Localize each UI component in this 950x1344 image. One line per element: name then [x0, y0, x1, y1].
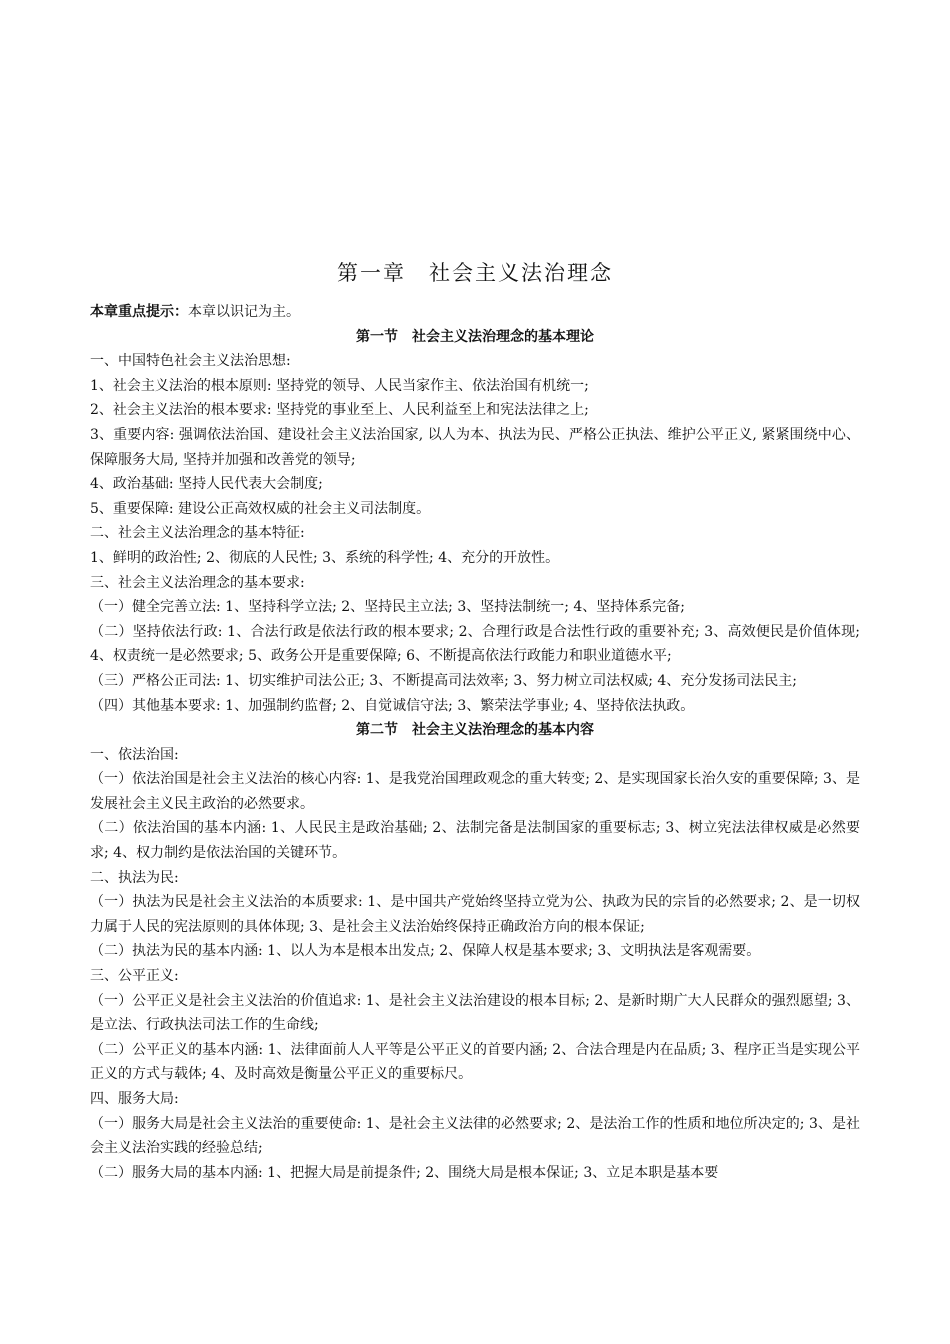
paragraph: 1、鲜明的政治性; 2、彻底的人民性; 3、系统的科学性; 4、充分的开放性。 — [90, 549, 560, 566]
section-1-title: 第一节 社会主义法治理念的基本理论 — [356, 328, 594, 345]
paragraph: （三）严格公正司法: 1、切实维护司法公正; 3、不断提高司法效率; 3、努力树立司法权威; 4、充分发扬司法民主; — [90, 672, 798, 689]
paragraph: （一）公平正义是社会主义法治的价值追求: 1、是社会主义法治建设的根本目标; 2、是新时期广大人民群众的强烈愿望; 3、是立法、行政执法司法工作的生命线; — [90, 992, 860, 1034]
paragraph: 三、社会主义法治理念的基本要求: — [90, 574, 305, 591]
paragraph: （二）执法为民的基本内涵: 1、以人为本是根本出发点; 2、保障人权是基本要求; 3、文明执法是客观需要。 — [90, 943, 761, 960]
paragraph: 三、公平正义: — [90, 968, 179, 985]
paragraph: 二、社会主义法治理念的基本特征: — [90, 525, 305, 542]
paragraph: 一、中国特色社会主义法治思想: — [90, 353, 291, 370]
paragraph: 5、重要保障: 建设公正高效权威的社会主义司法制度。 — [90, 500, 431, 517]
paragraph: （二）服务大局的基本内涵: 1、把握大局是前提条件; 2、围绕大局是根本保证; 3、立足本职是基本要 — [90, 1164, 719, 1181]
paragraph: （一）服务大局是社会主义法治的重要使命: 1、是社会主义法律的必然要求; 2、是法治工作的性质和地位所决定的; 3、是社会主义法治实践的经验总结; — [90, 1115, 860, 1157]
hint-text: 本章以识记为主。 — [188, 304, 300, 320]
paragraph: 3、重要内容: 强调依法治国、建设社会主义法治国家, 以人为本、执法为民、严格公正执法、维护公平正义, 紧紧围绕中心、保障服务大局, 坚持并加强和改善党的领导; — [90, 426, 860, 468]
paragraph: （二）坚持依法行政: 1、合法行政是依法行政的根本要求; 2、合理行政是合法性行政的重要补充; 3、高效便民是价值体现; 4、权责统一是必然要求; 5、政务公开是重要保障; 6、不断提高依法行政能力和职业道德水平; — [90, 623, 860, 665]
paragraph: （一）依法治国是社会主义法治的核心内容: 1、是我党治国理政观念的重大转变; 2、是实现国家长治久安的重要保障; 3、是发展社会主义民主政治的必然要求。 — [90, 771, 860, 812]
paragraph: 四、服务大局: — [90, 1091, 179, 1107]
paragraph: （一）健全完善立法: 1、坚持科学立法; 2、坚持民主立法; 3、坚持法制统一; 4、坚持体系完备; — [90, 599, 686, 616]
chapter-hint — [90, 300, 860, 325]
paragraph: 4、政治基础: 坚持人民代表大会制度; — [90, 476, 323, 493]
paragraph: 2、社会主义法治的根本要求: 坚持党的事业至上、人民利益至上和宪法法律之上; — [90, 402, 589, 419]
paragraph: 1、社会主义法治的根本原则: 坚持党的领导、人民当家作主、依法治国有机统一; — [90, 377, 589, 394]
paragraph: （四）其他基本要求: 1、加强制约监督; 2、自觉诚信守法; 3、繁荣法学事业; 4、坚持依法执政。 — [90, 697, 695, 714]
hint-label: 本章重点提示： — [90, 304, 188, 320]
document-page — [90, 256, 860, 1185]
section-2-title: 第二节 社会主义法治理念的基本内容 — [356, 722, 594, 739]
paragraph: （二）公平正义的基本内涵: 1、法律面前人人平等是公平正义的首要内涵; 2、合法合理是内在品质; 3、程序正当是实现公平正义的方式与载体; 4、及时高效是衡量公平正义的重要标尺。 — [90, 1041, 860, 1083]
chapter-title: 第一章 社会主义法治理念 — [337, 261, 613, 285]
paragraph: 二、执法为民: — [90, 869, 179, 886]
paragraph: 一、依法治国: — [90, 746, 179, 763]
paragraph: （一）执法为民是社会主义法治的本质要求: 1、是中国共产党始终坚持立党为公、执政为民的宗旨的必然要求; 2、是一切权力属于人民的宪法原则的具体体现; 3、是社会主义法治始终保持正确政治方向的根本保证; — [90, 894, 860, 935]
paragraph: （二）依法治国的基本内涵: 1、人民民主是政治基础; 2、法制完备是法制国家的重要标志; 3、树立宪法法律权威是必然要求; 4、权力制约是依法治国的关键环节。 — [90, 820, 860, 862]
